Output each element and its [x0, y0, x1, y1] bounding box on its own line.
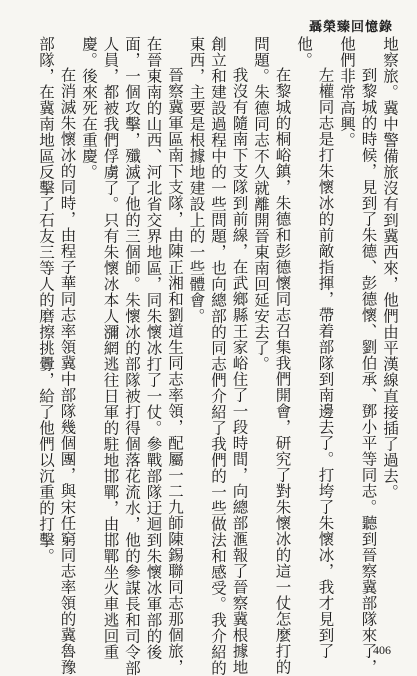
text-line: 到黎城的時候，見到了朱德、彭德懷、劉伯承、鄧小平等同志。聽到晉察冀部隊來了，: [359, 67, 378, 675]
text-line: 他。: [295, 36, 313, 68]
running-header: 聶榮臻回憶錄: [308, 20, 393, 35]
text-line: 左權同志是打朱懷冰的前敵指揮，帶着部隊到南邊去了。打垮了朱懷冰，我才見到了: [316, 67, 335, 659]
text-line: 部隊，在冀南地區反擊了石友三等人的磨擦挑釁，給了他們以沉重的打擊。: [37, 36, 55, 564]
text-line: 慶。後來死在重慶。: [80, 36, 98, 180]
text-line: 東西，主要是根據地建設上的一些體會。: [187, 36, 206, 324]
text-line: 問題。朱德同志不久就離開晉東南回延安去了。: [252, 36, 270, 372]
text-line: 他們非常高興。: [338, 36, 356, 148]
text-line: 晉察冀軍區南下支隊，由陳正湘和劉道生同志率領，配屬一二九師陳錫聯同志那個旅，: [166, 67, 184, 675]
text-line: 地察旅。冀中警備旅沒有到冀西來，他們由平漢線直接插了過去。: [381, 36, 399, 500]
text-line: 我沒有隨南下支隊到前線，在武鄉縣王家峪住了一段時間，向總部滙報了晉察冀根據地: [230, 67, 249, 675]
text-line: 在消滅朱懷冰的同時，由程子華同志率領冀中部隊幾個團，與宋任窮同志率領的冀魯豫: [58, 67, 77, 675]
text-line: 在晉東南的山西、河北省交界地區，同朱懷冰打了一仗。參戰部隊迂迴到朱懷冰軍部的後: [144, 36, 163, 660]
text-line: 人員，都被我們俘虜了。只有朱懷冰本人瀰網逃往日軍的駐地邯鄲，由邯鄲坐火車逃回重: [101, 36, 120, 660]
page-number: 406: [373, 643, 391, 657]
text-line: 面，一個攻擊，殲滅了他的三個師。朱懷冰的部隊被打得個落花流水，他的參謀長和司令部: [123, 36, 141, 676]
text-line: 在黎城的桐峪鎮，朱德和彭德懷同志召集我們開會，研究了對朱懷冰的這一仗怎麼打的: [273, 67, 292, 675]
text-line: 創立和建設過程中的一些問題，也向總部的同志們介紹了我們的一些做法和感受。我介紹的: [209, 36, 227, 676]
